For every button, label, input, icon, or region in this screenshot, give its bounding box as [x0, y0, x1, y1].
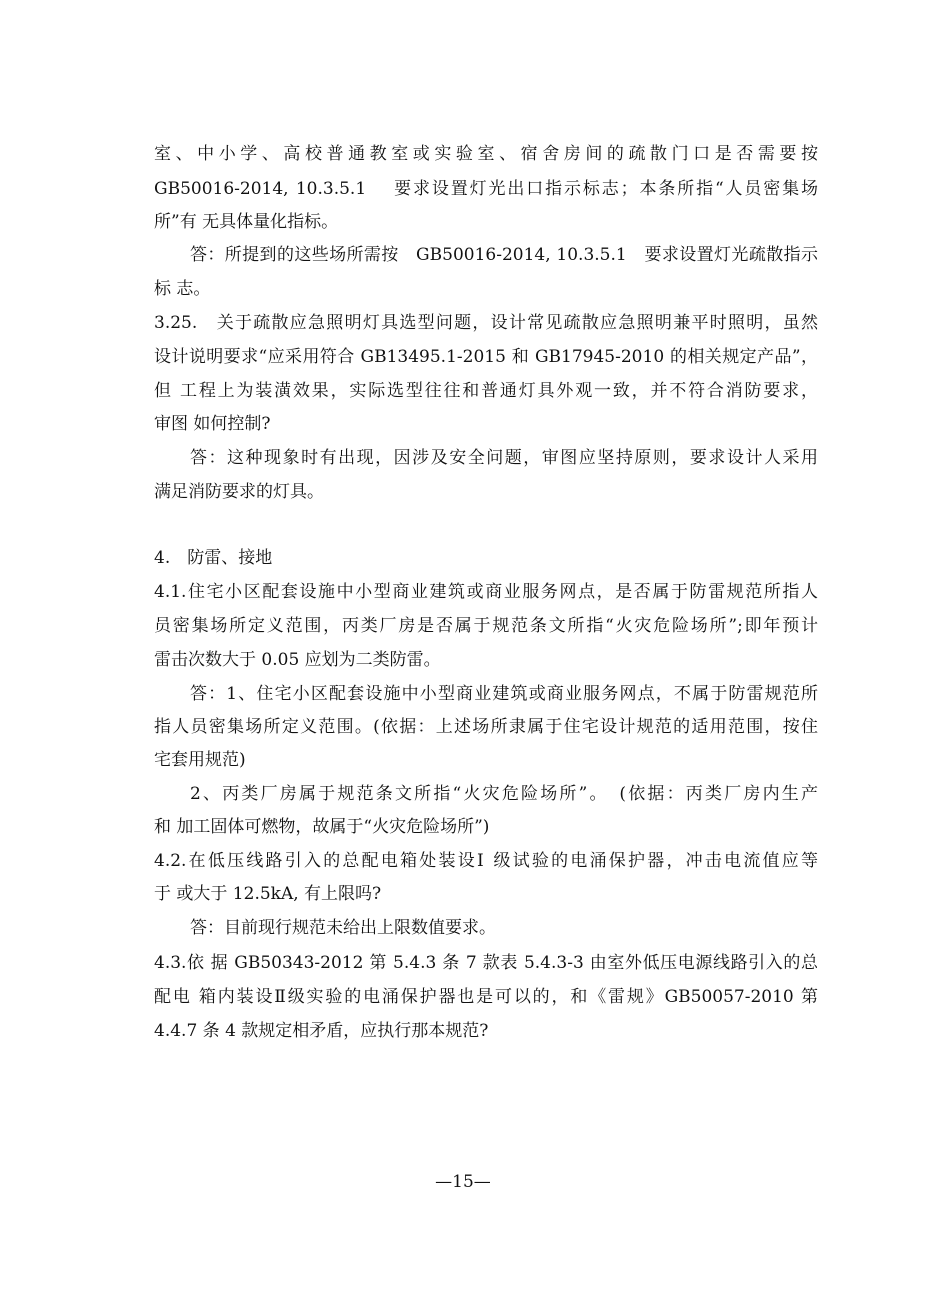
answer-line-1: 答：所提到的这些场所需按 GB50016-2014, 10.3.5.1 要求设置灯光疏散指示 — [190, 245, 818, 265]
answer-3-25-line-1: 答：这种现象时有出现，因涉及安全问题，审图应坚持原则，要求设计人采用 — [190, 448, 818, 468]
text-line-2: GB50016-2014, 10.3.5.1 要求设置灯光出口指示标志；本条所指“人员密集场 — [154, 179, 818, 199]
question-4-2-line-2: 于 或大于 12.5kA, 有上限吗? — [154, 884, 382, 904]
question-4-3-line-1: 4.3.依 据 GB50343-2012 第 5.4.3 条 7 款表 5.4.3-3 由室外低压电源线路引入的总 — [154, 953, 818, 973]
answer-4-2-line-1: 答：目前现行规范未给出上限数值要求。 — [190, 918, 496, 938]
question-4-1-line-1: 4.1.住宅小区配套设施中小型商业建筑或商业服务网点，是否属于防雷规范所指人 — [154, 582, 818, 602]
text-line-1: 室、中小学、高校普通教室或实验室、宿舍房间的疏散门口是否需要按 — [154, 144, 818, 164]
answer-3-25-line-2: 满足消防要求的灯具。 — [154, 482, 324, 502]
answer-4-1-line-3: 宅套用规范) — [154, 750, 246, 770]
question-4-1-line-3: 雷击次数大于 0.05 应划为二类防雷。 — [154, 650, 441, 670]
question-3-25-line-2: 设计说明要求“应采用符合 GB13495.1-2015 和 GB17945-2010 的相关规定产品”， — [154, 347, 818, 367]
question-4-2-line-1: 4.2.在低压线路引入的总配电箱处装设Ⅰ 级试验的电涌保护器，冲击电流值应等 — [154, 851, 818, 871]
question-4-1-line-2: 员密集场所定义范围，丙类厂房是否属于规范条文所指“火灾危险场所”;即年预计 — [154, 616, 818, 636]
question-3-25-line-4: 审图 如何控制? — [154, 414, 271, 434]
question-4-3-line-3: 4.4.7 条 4 款规定相矛盾，应执行那本规范? — [154, 1021, 489, 1041]
page-number: —15— — [435, 1172, 491, 1192]
question-3-25-line-1: 3.25. 关于疏散应急照明灯具选型问题，设计常见疏散应急照明兼平时照明，虽然 — [154, 313, 818, 333]
answer-4-1-line-4: 2、丙类厂房属于规范条文所指“火灾危险场所”。 (依据：丙类厂房内生产 — [190, 784, 818, 804]
answer-4-1-line-1: 答：1、住宅小区配套设施中小型商业建筑或商业服务网点，不属于防雷规范所 — [190, 684, 818, 704]
text-line-3: 所”有 无具体量化指标。 — [154, 212, 339, 232]
answer-4-1-line-2: 指人员密集场所定义范围。(依据：上述场所隶属于住宅设计规范的适用范围，按住 — [154, 717, 818, 737]
answer-4-1-line-5: 和 加工固体可燃物，故属于“火灾危险场所”) — [154, 817, 490, 837]
section-heading-4: 4. 防雷、接地 — [154, 548, 273, 568]
question-4-3-line-2: 配电 箱内装设Ⅱ级实验的电涌保护器也是可以的，和《雷规》GB50057-2010 第 — [154, 987, 818, 1007]
answer-line-2: 标 志。 — [154, 279, 211, 299]
question-3-25-line-3: 但 工程上为装潢效果，实际选型往往和普通灯具外观一致，并不符合消防要求， — [154, 381, 818, 401]
